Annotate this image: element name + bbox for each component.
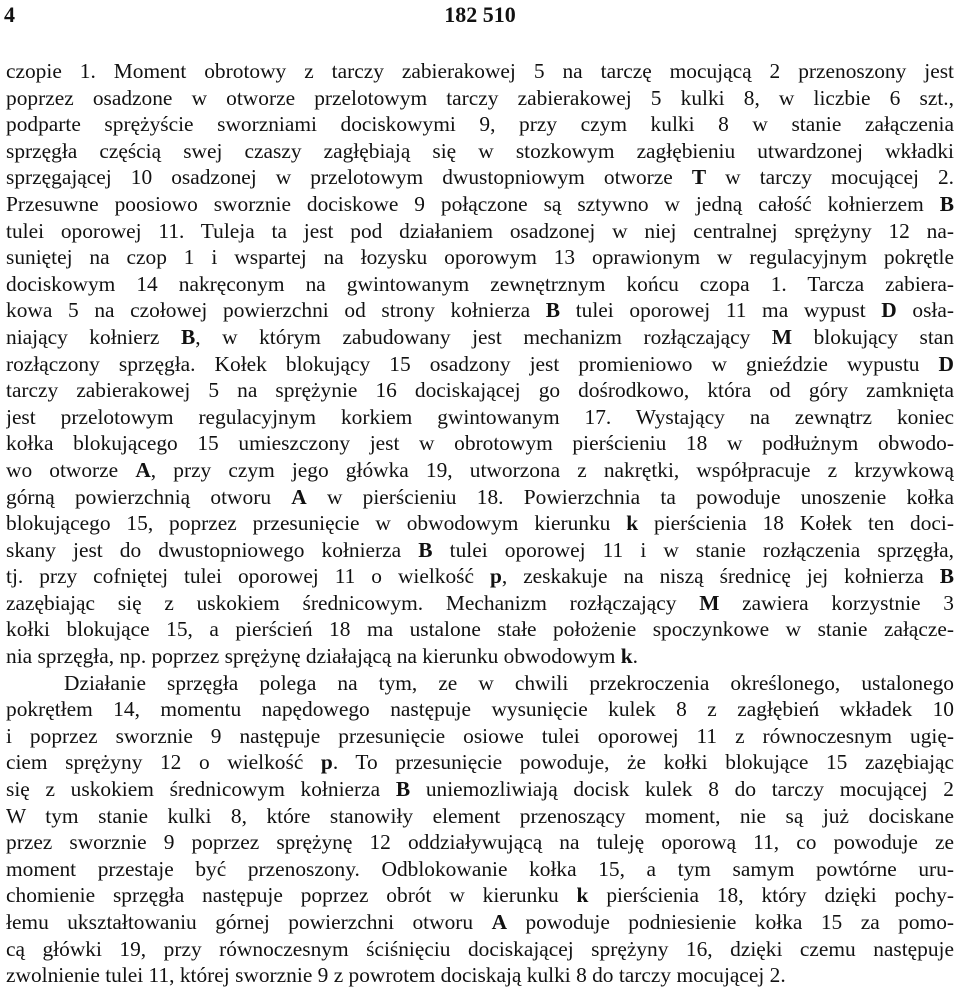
reference-letter: M <box>699 590 720 615</box>
reference-letter: A <box>291 484 307 509</box>
reference-letter: M <box>771 324 793 349</box>
text-line: kołka blokującego 15 umieszczony jest w obrotowym pierścieniu 18 w podłużnym obwodo- <box>6 431 954 456</box>
text-line: kowa 5 na czołowej powierzchni od strony kołnierza B tulei oporowej 11 ma wypust D osła- <box>6 298 954 323</box>
text-line: Przesuwne poosiowo sworznie dociskowe 9 połączone są sztywno w jedną całość kołnierzem B <box>6 191 954 216</box>
text-line: ciem sprężyny 12 o wielkość p. To przesunięcie powoduje, że kołki blokujące 15 zazębiając <box>6 750 954 775</box>
reference-letter: D <box>938 351 954 376</box>
text-line: nia sprzęgła, np. poprzez sprężynę działającą na kierunku obwodowym k. <box>6 644 639 669</box>
reference-letter: A <box>491 910 508 934</box>
text-line: skany jest do dwustopniowego kołnierza B tulei oporowej 11 i w stanie rozłączenia sprzęgła, <box>6 537 954 562</box>
reference-letter: k <box>576 883 589 908</box>
reference-letter: B <box>418 537 433 562</box>
reference-letter: k <box>626 511 639 536</box>
text-line: zwolnienie tulei 11, której sworznie 9 z powrotem dociskają kulki 8 do tarczy mocującej 2. <box>6 963 786 988</box>
text-line: przez sworznie 9 poprzez sprężynę 12 oddziaływującą na tuleję oporową 11, co powoduje ze <box>6 830 954 855</box>
text-line: cą główki 19, przy równoczesnym ściśnięciu dociskającej sprężyny 16, dzięki czemu następuje <box>6 936 954 961</box>
text-line: Działanie sprzęgła polega na tym, ze w chwili przekroczenia określonego, ustalonego <box>64 670 954 695</box>
text-line: czopie 1. Moment obrotowy z tarczy zabierakowej 5 na tarczę mocującą 2 przenoszony jest <box>6 59 954 83</box>
text-line: i poprzez sworznie 9 następuje przesunięcie osiowe tulei oporowej 11 z równoczesnym ugię- <box>6 723 954 748</box>
reference-letter: T <box>691 165 707 190</box>
reference-letter: D <box>881 298 897 323</box>
text-line: tarczy zabierakowej 5 na sprężynie 16 dociskającej go dośrodkowo, która od góry zamknięta <box>6 378 954 403</box>
text-line: pokrętłem 14, momentu napędowego następuje wysunięcie kulek 8 z zagłębień wkładek 10 <box>6 697 954 722</box>
text-line: łemu ukształtowaniu górnej powierzchni otworu A powoduje podniesienie kołka 15 za pomo- <box>6 910 954 934</box>
text-line: dociskowym 14 nakręconym na gwintowanym zewnętrznym końcu czopa 1. Tarcza zabiera- <box>6 271 954 296</box>
paragraph-1 <box>6 58 954 670</box>
text-line: tj. przy cofniętej tulei oporowej 11 o wielkość p, zeskakuje na niszą średnicę jej kołnierza B <box>6 564 954 589</box>
text-line: rozłączony sprzęgła. Kołek blokujący 15 osadzony jest promieniowo w gnieździe wypustu D <box>6 351 954 376</box>
text-line: suniętej na czop 1 i wspartej na łozysku oporowym 13 oprawionym w regulacyjnym pokrętle <box>6 245 954 270</box>
reference-letter: A <box>135 457 151 482</box>
paragraph-2 <box>6 670 954 989</box>
text-line: W tym stanie kulki 8, które stanowiły element przenoszący moment, nie są już dociskane <box>6 803 954 828</box>
text-line: blokującego 15, poprzez przesunięcie w obwodowym kierunku k pierścienia 18 Kołek ten doci- <box>6 511 954 536</box>
text-line: chomienie sprzęgła następuje poprzez obrót w kierunku k pierścienia 18, który dzięki pochy- <box>6 883 954 908</box>
reference-letter: p <box>489 564 502 589</box>
text-line: górną powierzchnią otworu A w pierścieniu 18. Powierzchnia ta powoduje unoszenie kołka <box>6 484 954 509</box>
text-line: jest przelotowym regulacyjnym korkiem gwintowanym 17. Wystający na zewnątrz koniec <box>6 404 954 429</box>
text-line: poprzez osadzone w otworze przelotowym tarczy zabierakowej 5 kulki 8, w liczbie 6 szt., <box>6 85 954 110</box>
body-text <box>6 58 954 989</box>
reference-letter: B <box>180 324 196 349</box>
reference-letter: B <box>545 298 561 323</box>
reference-letter: B <box>395 777 411 802</box>
page-number: 4 <box>4 2 15 27</box>
text-line: sprzęgającej 10 osadzonej w przelotowym dwustopniowym otworze T w tarczy mocującej 2. <box>6 165 954 190</box>
text-line: sprzęgła częścią swej czaszy zagłębiają się w stozkowym zagłębieniu utwardzonej wkładki <box>6 138 954 163</box>
text-line: podparte sprężyście sworzniami dociskowymi 9, przy czym kulki 8 w stanie załączenia <box>6 112 954 137</box>
reference-letter: B <box>939 564 954 589</box>
text-line: moment przestaje być przenoszony. Odblokowanie kołka 15, a tym samym powtórne uru- <box>6 856 954 881</box>
page-header <box>0 2 960 28</box>
text-line: wo otworze A, przy czym jego główka 19, utworzona z nakrętki, współpracuje z krzywkową <box>6 457 954 482</box>
text-line: się z uskokiem średnicowym kołnierza B uniemozliwiają docisk kulek 8 do tarczy mocującej 2 <box>6 777 954 802</box>
reference-letter: p <box>320 750 333 775</box>
text-line: zazębiając się z uskokiem średnicowym. Mechanizm rozłączający M zawiera korzystnie 3 <box>6 590 954 615</box>
reference-letter: k <box>620 644 633 669</box>
text-line: niający kołnierz B, w którym zabudowany jest mechanizm rozłączający M blokujący stan <box>6 324 954 349</box>
text-line: tulei oporowej 11. Tuleja ta jest pod działaniem osadzonej w niej centralnej sprężyny 12 na- <box>6 218 954 243</box>
text-line: kołki blokujące 15, a pierścień 18 ma ustalone stałe położenie spoczynkowe w stanie załącze- <box>6 617 954 642</box>
patent-number: 182 510 <box>444 2 516 27</box>
reference-letter: B <box>939 191 954 216</box>
